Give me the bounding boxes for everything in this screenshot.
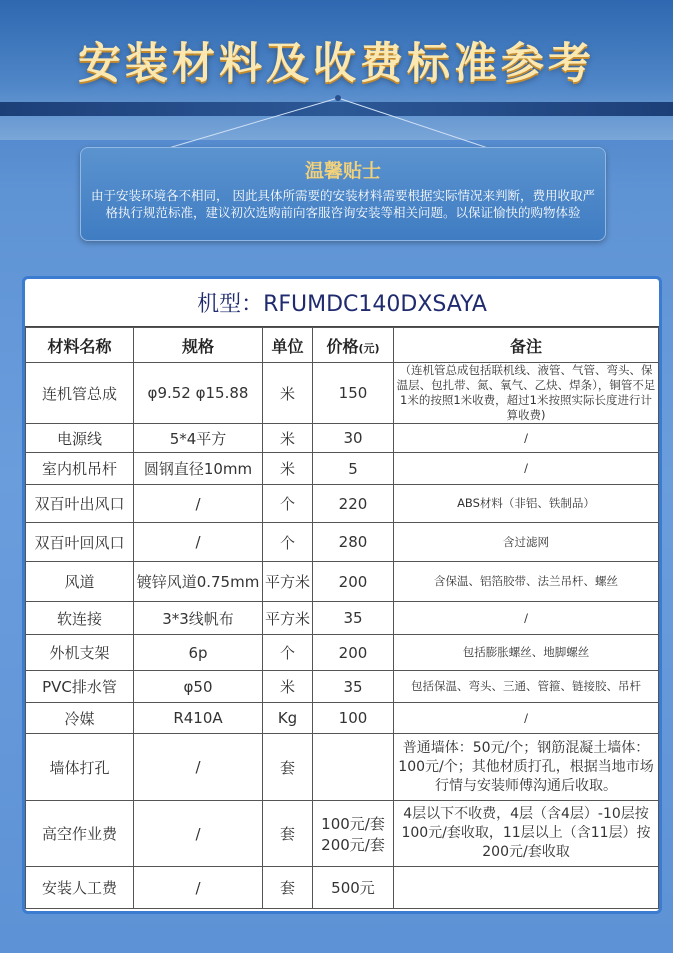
cell-spec: / xyxy=(134,801,263,867)
cell-price: 150 xyxy=(313,363,394,424)
cell-unit: 米 xyxy=(263,424,313,453)
table-header-row xyxy=(26,328,659,363)
cell-unit: 米 xyxy=(263,671,313,703)
cell-name: 风道 xyxy=(26,562,134,602)
cell-name: 双百叶出风口 xyxy=(26,485,134,523)
cell-spec: 3*3线帆布 xyxy=(134,602,263,635)
cell-price xyxy=(313,734,394,801)
header-name: 材料名称 xyxy=(26,328,134,363)
cell-spec: / xyxy=(134,867,263,909)
table-row xyxy=(26,703,659,734)
cell-name: 软连接 xyxy=(26,602,134,635)
cell-note: ABS材料（非铝、铁制品） xyxy=(394,485,659,523)
cell-price: 100 xyxy=(313,703,394,734)
header-unit: 单位 xyxy=(263,328,313,363)
cell-unit: 个 xyxy=(263,635,313,671)
cell-name: 外机支架 xyxy=(26,635,134,671)
cell-spec: 圆钢直径10mm xyxy=(134,453,263,485)
price-table-card xyxy=(22,276,662,914)
table-row xyxy=(26,424,659,453)
cell-unit: 套 xyxy=(263,734,313,801)
cell-name: 冷媒 xyxy=(26,703,134,734)
cell-name: 双百叶回风口 xyxy=(26,523,134,562)
cell-spec: / xyxy=(134,485,263,523)
header-spec: 规格 xyxy=(134,328,263,363)
cell-spec: R410A xyxy=(134,703,263,734)
cell-unit: 套 xyxy=(263,867,313,909)
cell-price: 100元/套 200元/套 xyxy=(313,801,394,867)
cell-note: 包括保温、弯头、三通、管箍、链接胶、吊杆 xyxy=(394,671,659,703)
cell-unit: 米 xyxy=(263,453,313,485)
cell-note: / xyxy=(394,424,659,453)
cell-note: / xyxy=(394,703,659,734)
table-row xyxy=(26,485,659,523)
table-row xyxy=(26,602,659,635)
cell-note: 含保温、铝箔胶带、法兰吊杆、螺丝 xyxy=(394,562,659,602)
cell-note: / xyxy=(394,453,659,485)
table-row xyxy=(26,562,659,602)
cell-note: 包括膨胀螺丝、地脚螺丝 xyxy=(394,635,659,671)
cell-spec: 5*4平方 xyxy=(134,424,263,453)
cell-name: 高空作业费 xyxy=(26,801,134,867)
table-row xyxy=(26,523,659,562)
table-row xyxy=(26,801,659,867)
cell-unit: 个 xyxy=(263,485,313,523)
cell-price: 35 xyxy=(313,671,394,703)
cell-unit: 平方米 xyxy=(263,562,313,602)
cell-name: 连机管总成 xyxy=(26,363,134,424)
cell-unit: 个 xyxy=(263,523,313,562)
cell-price: 35 xyxy=(313,602,394,635)
cell-price: 500元 xyxy=(313,867,394,909)
cell-name: PVC排水管 xyxy=(26,671,134,703)
table-row xyxy=(26,734,659,801)
cell-spec: φ9.52 φ15.88 xyxy=(134,363,263,424)
cell-spec: / xyxy=(134,734,263,801)
cell-name: 墙体打孔 xyxy=(26,734,134,801)
cell-note: / xyxy=(394,602,659,635)
cell-note: 含过滤网 xyxy=(394,523,659,562)
cell-price: 200 xyxy=(313,635,394,671)
table-row xyxy=(26,867,659,909)
cell-note: 4层以下不收费，4层（含4层）-10层按100元/套收取，11层以上（含11层）按200元/套收取 xyxy=(394,801,659,867)
cell-price: 220 xyxy=(313,485,394,523)
header-note: 备注 xyxy=(394,328,659,363)
page-title: 安装材料及收费标准参考 xyxy=(78,39,595,89)
cell-spec: / xyxy=(134,523,263,562)
tips-text: 由于安装环境各不相同， 因此具体所需要的安装材料需要根据实际情况来判断，费用收取严格执行规范标准，建议初次选购前向客服咨询安装等相关问题。以保证愉快的购物体验 xyxy=(91,188,595,220)
cell-note: 普通墙体：50元/个；钢筋混凝土墙体：100元/个；其他材质打孔，根据当地市场行情与安装师傅沟通后收取。 xyxy=(394,734,659,801)
cell-name: 电源线 xyxy=(26,424,134,453)
header-price: 价格(元) xyxy=(313,328,394,363)
tips-heading: 温馨贴士 xyxy=(304,160,381,182)
price-table xyxy=(25,327,659,909)
cell-unit: 米 xyxy=(263,363,313,424)
cell-spec: 镀锌风道0.75mm xyxy=(134,562,263,602)
cell-name: 安装人工费 xyxy=(26,867,134,909)
cell-spec: 6p xyxy=(134,635,263,671)
table-row xyxy=(26,453,659,485)
cell-note: （连机管总成包括联机线、液管、气管、弯头、保温层、包扎带、氮、氧气、乙炔、焊条），铜管不足1米的按照1米收费，超过1米按照实际长度进行计算收费) xyxy=(394,363,659,424)
hanging-wire-icon xyxy=(0,0,673,160)
cell-unit: Kg xyxy=(263,703,313,734)
cell-price: 5 xyxy=(313,453,394,485)
cell-note xyxy=(394,867,659,909)
cell-price: 280 xyxy=(313,523,394,562)
cell-price: 200 xyxy=(313,562,394,602)
table-row xyxy=(26,635,659,671)
model-title: 机型：RFUMDC140DXSAYA xyxy=(25,279,659,327)
table-row xyxy=(26,671,659,703)
table-row xyxy=(26,363,659,424)
cell-name: 室内机吊杆 xyxy=(26,453,134,485)
cell-spec: φ50 xyxy=(134,671,263,703)
cell-unit: 平方米 xyxy=(263,602,313,635)
tips-box xyxy=(80,147,606,241)
cell-unit: 套 xyxy=(263,801,313,867)
cell-price: 30 xyxy=(313,424,394,453)
